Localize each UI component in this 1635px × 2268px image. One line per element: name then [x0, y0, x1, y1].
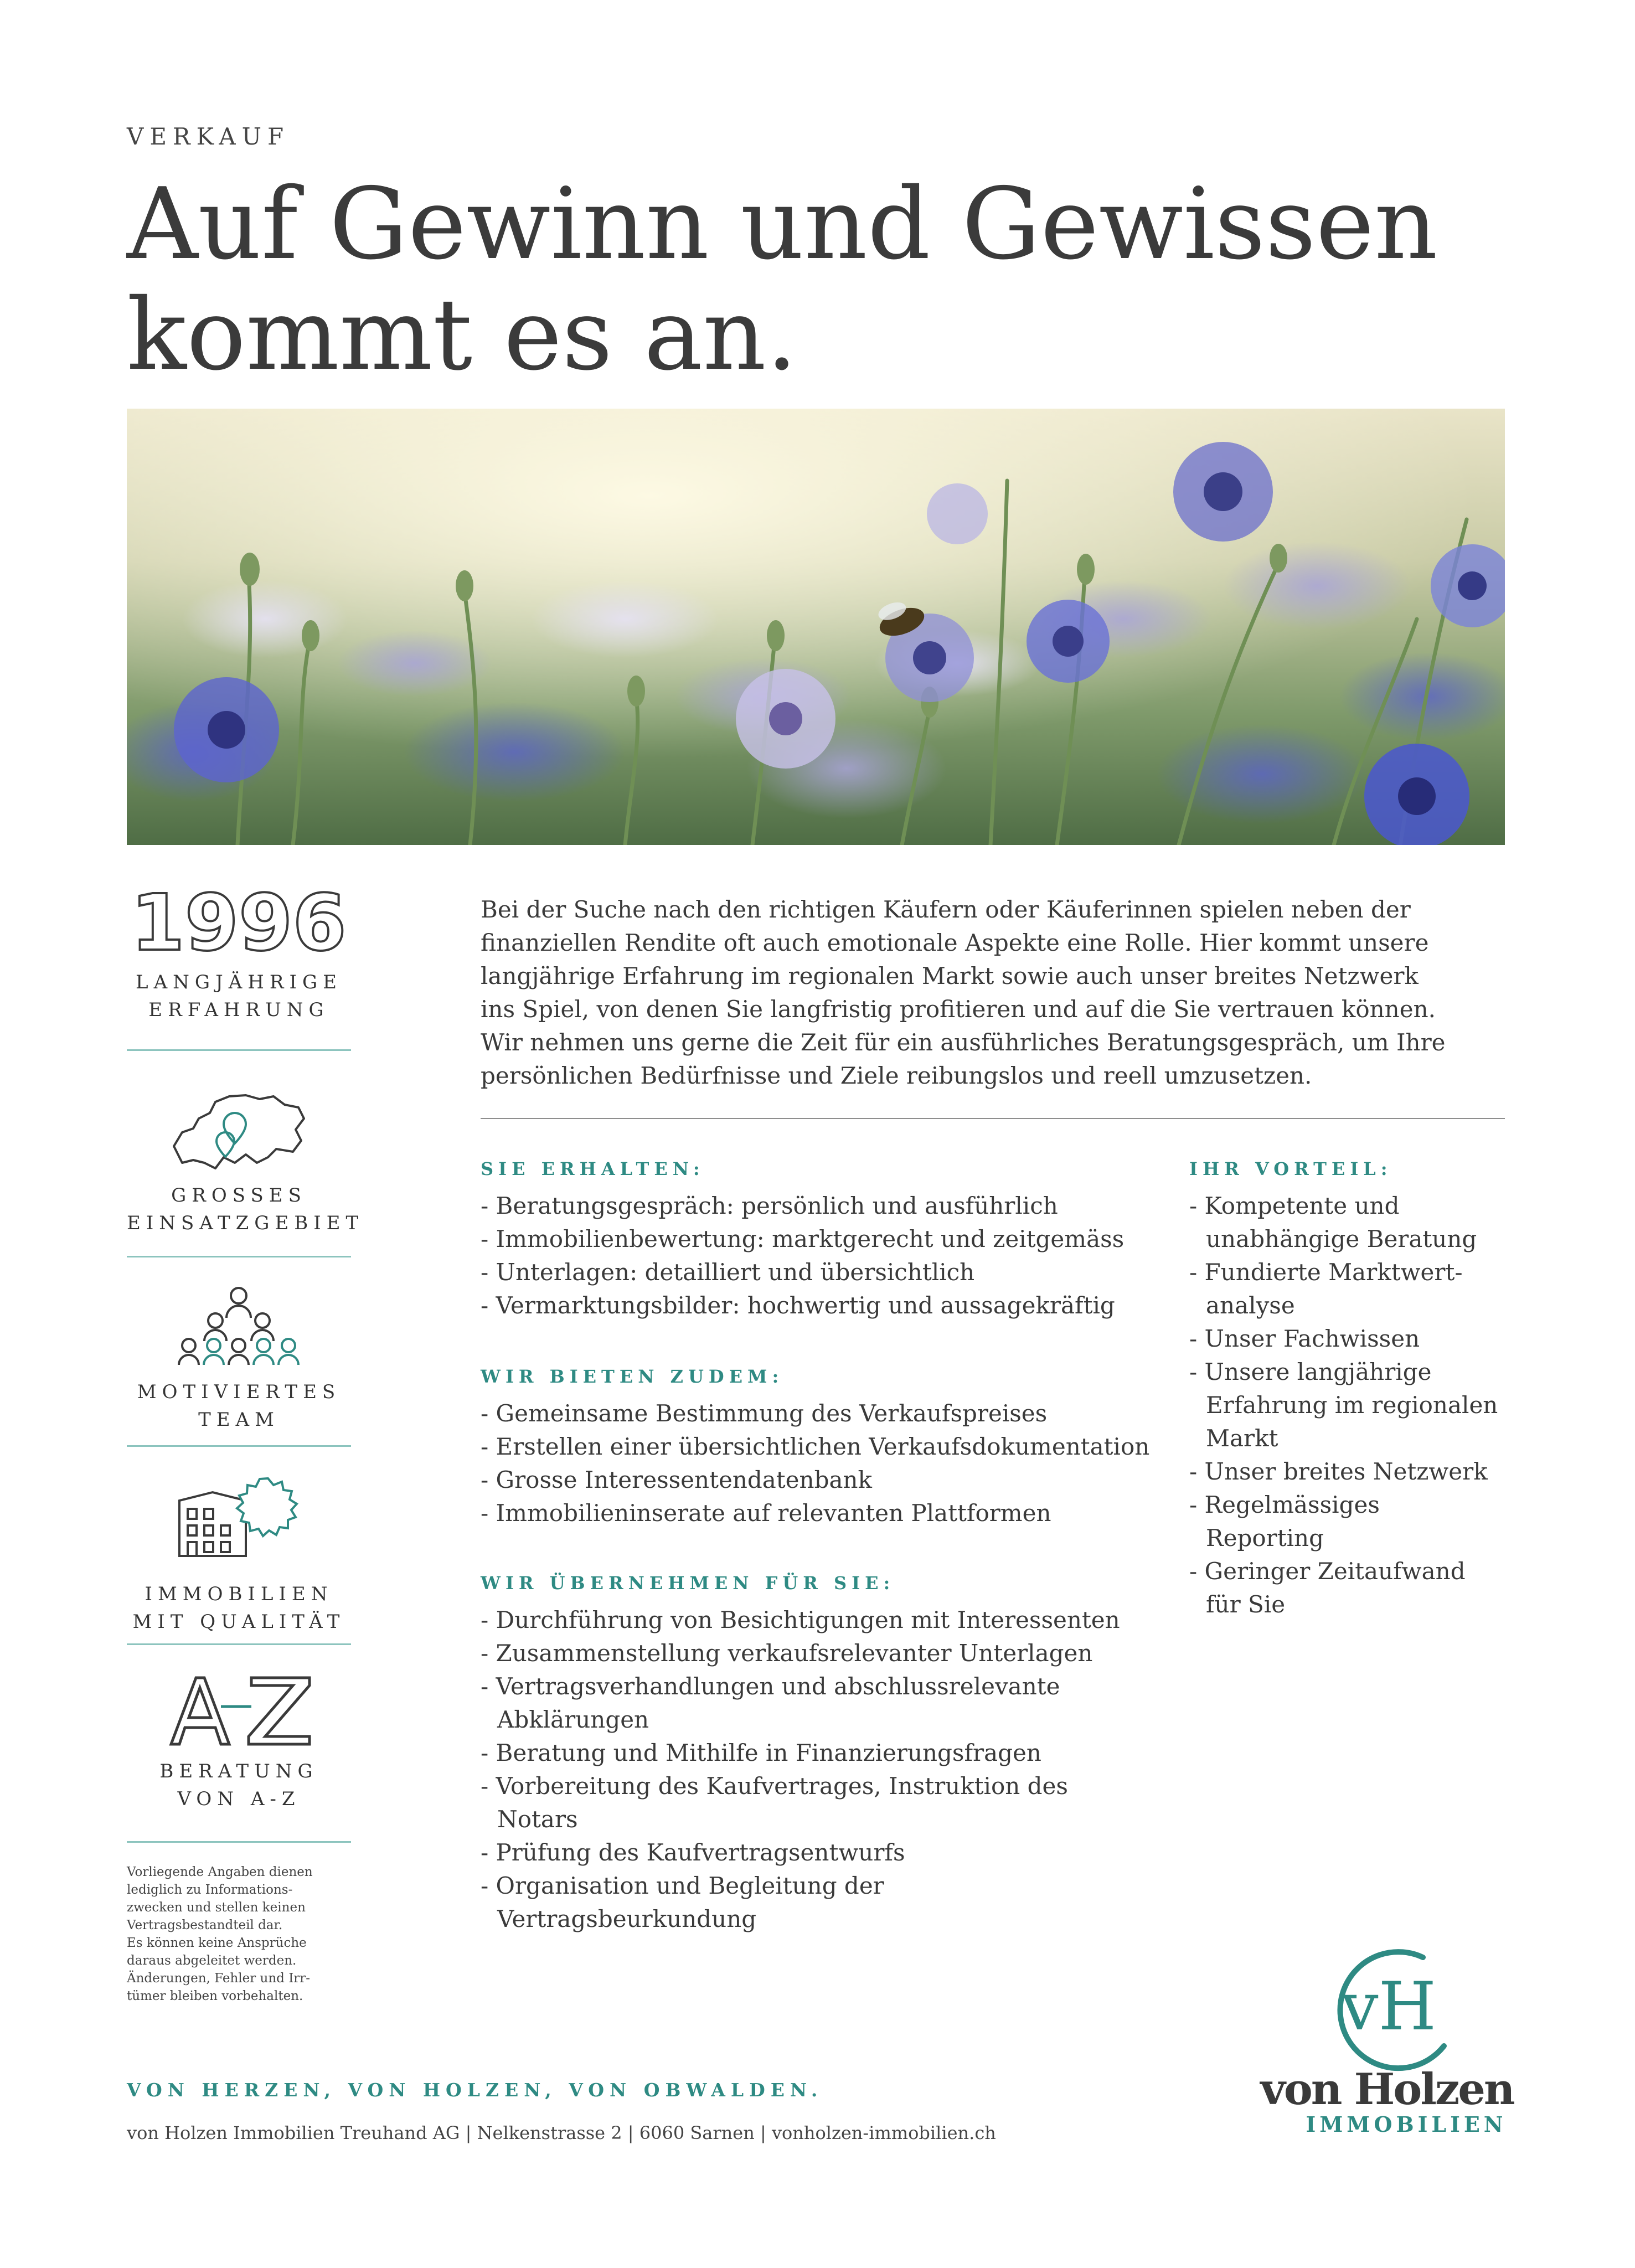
- team-icon: [127, 1279, 351, 1373]
- a-z-icon: [127, 1667, 351, 1755]
- disclaimer: Vorliegende Angaben dienen lediglich zu Informations- zwecken und stellen keinen Vertragsbestandteil dar. Es können keine Ansprüche daraus abgeleitet werden. Änderungen, Fehler und Irr- tümer bleiben vorbehalten.: [127, 1865, 313, 2003]
- title-line-2: kommt es an.: [127, 277, 798, 392]
- list-item: - Fundierte Marktwert-analyse: [1189, 1259, 1463, 1319]
- year-number: 1996: [131, 883, 347, 966]
- feature-label: GROSSES EINSATZGEBIET: [127, 1184, 364, 1234]
- feature-label: LANGJÄHRIGE ERFAHRUNG: [136, 971, 342, 1021]
- list-item: - Immobilienbewertung: marktgerecht und zeitgemäss: [481, 1225, 1125, 1252]
- list-item: - Prüfung des Kaufvertragsentwurfs: [481, 1839, 905, 1866]
- section-wir-uebernehmen: [481, 1573, 1134, 1936]
- feature-divider: [127, 1841, 351, 1843]
- list-item: - Unser Fachwissen: [1189, 1325, 1420, 1352]
- feature-divider: [127, 1445, 351, 1447]
- list-item: - Regelmässiges Reporting: [1189, 1491, 1380, 1551]
- section-heading: WIR ÜBERNEHMEN FÜR SIE:: [481, 1573, 895, 1594]
- feature-divider: [127, 1256, 351, 1257]
- feature-label: IMMOBILIEN MIT QUALITÄT: [132, 1583, 345, 1633]
- list-item: - Organisation und Begleitung der Vertragsbeurkundung: [481, 1872, 884, 1932]
- list-item: - Zusammenstellung verkaufsrelevanter Unterlagen: [481, 1640, 1093, 1667]
- footer-address: von Holzen Immobilien Treuhand AG | Nelkenstrasse 2 | 6060 Sarnen | vonholzen-immobilien.ch: [127, 2122, 996, 2143]
- feature-team: [127, 1279, 351, 1434]
- list-item: - Gemeinsame Bestimmung des Verkaufspreises: [481, 1400, 1048, 1427]
- section-list: [481, 1604, 1134, 1936]
- switzerland-map-icon: [127, 1080, 351, 1179]
- brand-logo: [1257, 1941, 1517, 2151]
- section-list: [481, 1397, 1173, 1530]
- section-kicker: VERKAUF: [127, 123, 290, 150]
- feature-label: MOTIVIERTES TEAM: [137, 1381, 341, 1431]
- content-divider: [481, 1118, 1505, 1119]
- list-item: - Geringer Zeitaufwand für Sie: [1189, 1558, 1466, 1618]
- feature-divider: [127, 1049, 351, 1051]
- page-title: [127, 169, 1438, 390]
- section-heading: WIR BIETEN ZUDEM:: [481, 1366, 784, 1387]
- footer-tagline: VON HERZEN, VON HOLZEN, VON OBWALDEN.: [127, 2079, 823, 2101]
- logo-subtitle: IMMOBILIEN: [1306, 2112, 1507, 2137]
- list-item: - Unser breites Netzwerk: [1189, 1458, 1488, 1485]
- list-item: - Grosse Interessentendatenbank: [481, 1466, 873, 1493]
- logo-name: von Holzen: [1260, 2064, 1514, 2115]
- section-heading: SIE ERHALTEN:: [481, 1158, 705, 1179]
- building-icon: [127, 1467, 351, 1578]
- section-heading: IHR VORTEIL:: [1189, 1158, 1392, 1179]
- feature-property: [127, 1467, 351, 1636]
- section-sie-erhalten: [481, 1158, 1173, 1322]
- year-1996-graphic: [127, 883, 351, 966]
- list-item: - Beratung und Mithilfe in Finanzierungsfragen: [481, 1739, 1041, 1766]
- feature-experience: [127, 883, 351, 1024]
- section-wir-bieten-zudem: [481, 1366, 1173, 1530]
- list-item: - Unsere langjährige Erfahrung im regionalen Markt: [1189, 1358, 1498, 1452]
- list-item: - Vermarktungsbilder: hochwertig und aussagekräftig: [481, 1292, 1115, 1319]
- list-item: - Unterlagen: detailliert und übersichtlich: [481, 1259, 975, 1286]
- title-line-1: Auf Gewinn und Gewissen: [127, 167, 1438, 281]
- feature-label: BERATUNG VON A-Z: [159, 1760, 318, 1810]
- hero-image-cornflowers: [127, 409, 1505, 845]
- feature-consulting: [127, 1667, 351, 1813]
- list-item: - Vertragsverhandlungen und abschlussrelevante Abklärungen: [481, 1673, 1060, 1733]
- list-item: - Vorbereitung des Kaufvertrages, Instruktion des Notars: [481, 1772, 1068, 1833]
- feature-divider: [127, 1643, 351, 1645]
- list-item: - Beratungsgespräch: persönlich und ausführlich: [481, 1192, 1058, 1219]
- list-item: - Immobilieninserate auf relevanten Plattformen: [481, 1499, 1051, 1527]
- logo-monogram-graphic: [1257, 1941, 1517, 2151]
- list-item: - Erstellen einer übersichtlichen Verkaufsdokumentation: [481, 1433, 1150, 1460]
- feature-area: [127, 1080, 364, 1237]
- list-item: - Durchführung von Besichtigungen mit Interessenten: [481, 1606, 1120, 1633]
- logo-monogram: vH: [1340, 1968, 1437, 2045]
- section-list: [481, 1189, 1173, 1322]
- section-list: [1189, 1189, 1499, 1621]
- list-item: - Kompetente und unabhängige Beratung: [1189, 1192, 1477, 1252]
- intro-paragraph: Bei der Suche nach den richtigen Käufern oder Käuferinnen spielen neben der finanziellen Rendite oft auch emotionale Aspekte eine Rolle. Hier kommt unsere langjährige Erfahrung im regionalen Markt sowie auch unser breites Netzwerk ins Spiel, von denen Sie langfristig profitieren und auf die Sie vertrauen können. Wir nehmen uns gerne die Zeit für ein ausführliches Beratungsgespräch, um Ihre persönlichen Bedürfnisse und Ziele reibungslos und reell umzusetzen.: [481, 896, 1446, 1089]
- section-ihr-vorteil: [1189, 1158, 1499, 1621]
